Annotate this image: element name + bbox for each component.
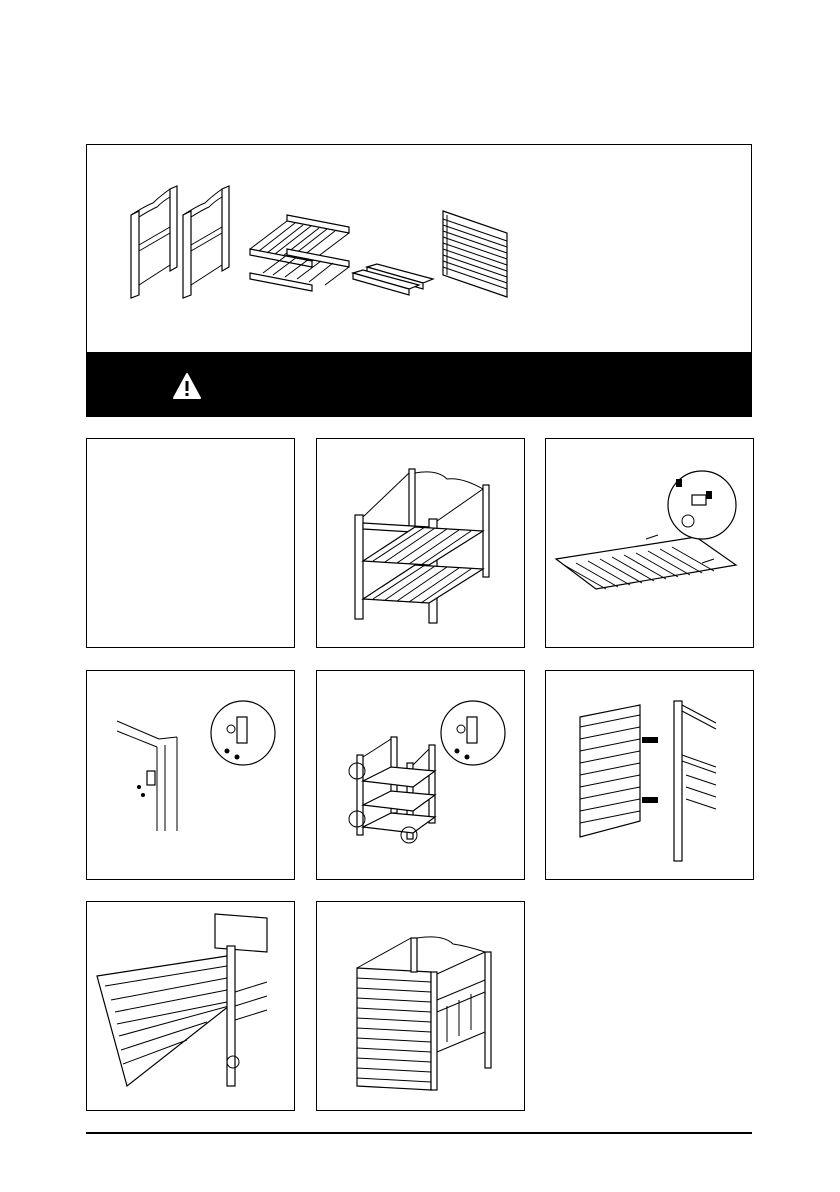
door-swing-open-illustration xyxy=(87,902,296,1112)
door-panel-hinge-illustration xyxy=(546,439,755,649)
frame-with-shelves-illustration xyxy=(317,439,526,649)
step-3-panel xyxy=(545,438,754,648)
step-4-panel xyxy=(86,670,295,880)
step-6-panel xyxy=(545,670,754,880)
side-frame-right xyxy=(183,186,229,298)
parts-overview xyxy=(86,144,752,353)
warning-band xyxy=(86,353,752,417)
step-8-panel xyxy=(316,901,525,1111)
frame-brackets-circled-illustration xyxy=(317,671,526,881)
warning-triangle-icon xyxy=(172,372,202,400)
side-frame-left xyxy=(131,186,177,298)
parts-illustration xyxy=(87,145,753,354)
step-1-panel xyxy=(86,438,295,648)
step-5-panel xyxy=(316,670,525,880)
step-2-panel xyxy=(316,438,525,648)
corner-bracket-illustration xyxy=(87,671,296,881)
door-hinge-attach-illustration xyxy=(546,671,755,881)
door-panel xyxy=(443,211,507,297)
footer-rule xyxy=(86,1132,752,1134)
step-7-panel xyxy=(86,901,295,1111)
assembled-cabinet-illustration xyxy=(317,902,526,1112)
